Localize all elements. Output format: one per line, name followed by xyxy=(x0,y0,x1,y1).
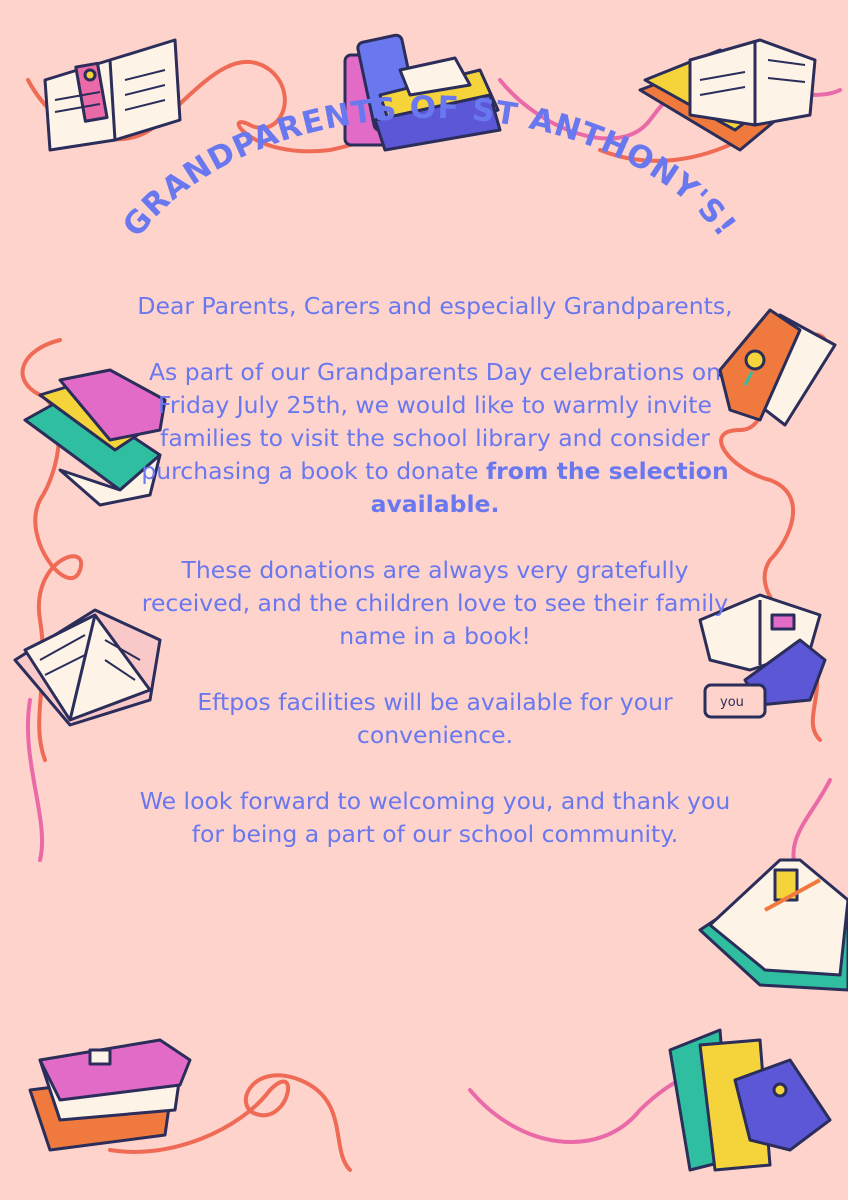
paragraph-donations: These donations are always very gratefully received, and the children love to see their family name in a book! xyxy=(141,556,729,650)
book-stack-bottom-right-icon xyxy=(670,1030,830,1170)
paragraph-closing: We look forward to welcoming you, and thank you for being a part of our school community. xyxy=(139,787,731,848)
invitation-text: As part of our Grandparents Day celebrations on Friday July 25th, we would like to warmly invite families to visit the school library and consider purchasing a book to donate xyxy=(141,358,722,485)
book-stack-bottom-left-icon xyxy=(30,1040,190,1150)
letter-body xyxy=(130,290,740,884)
book-label-you: you xyxy=(720,695,744,710)
invitation-emphasis: from the selection available. xyxy=(370,457,729,518)
paragraph-eftpos: Eftpos facilities will be available for your convenience. xyxy=(197,688,673,749)
page-title: GRANDPARENTS OF ST ANTHONY'S! xyxy=(115,89,744,244)
paragraph-invitation xyxy=(130,356,740,521)
greeting: Dear Parents, Carers and especially Grandparents, xyxy=(137,292,733,320)
title-arc xyxy=(0,0,848,340)
